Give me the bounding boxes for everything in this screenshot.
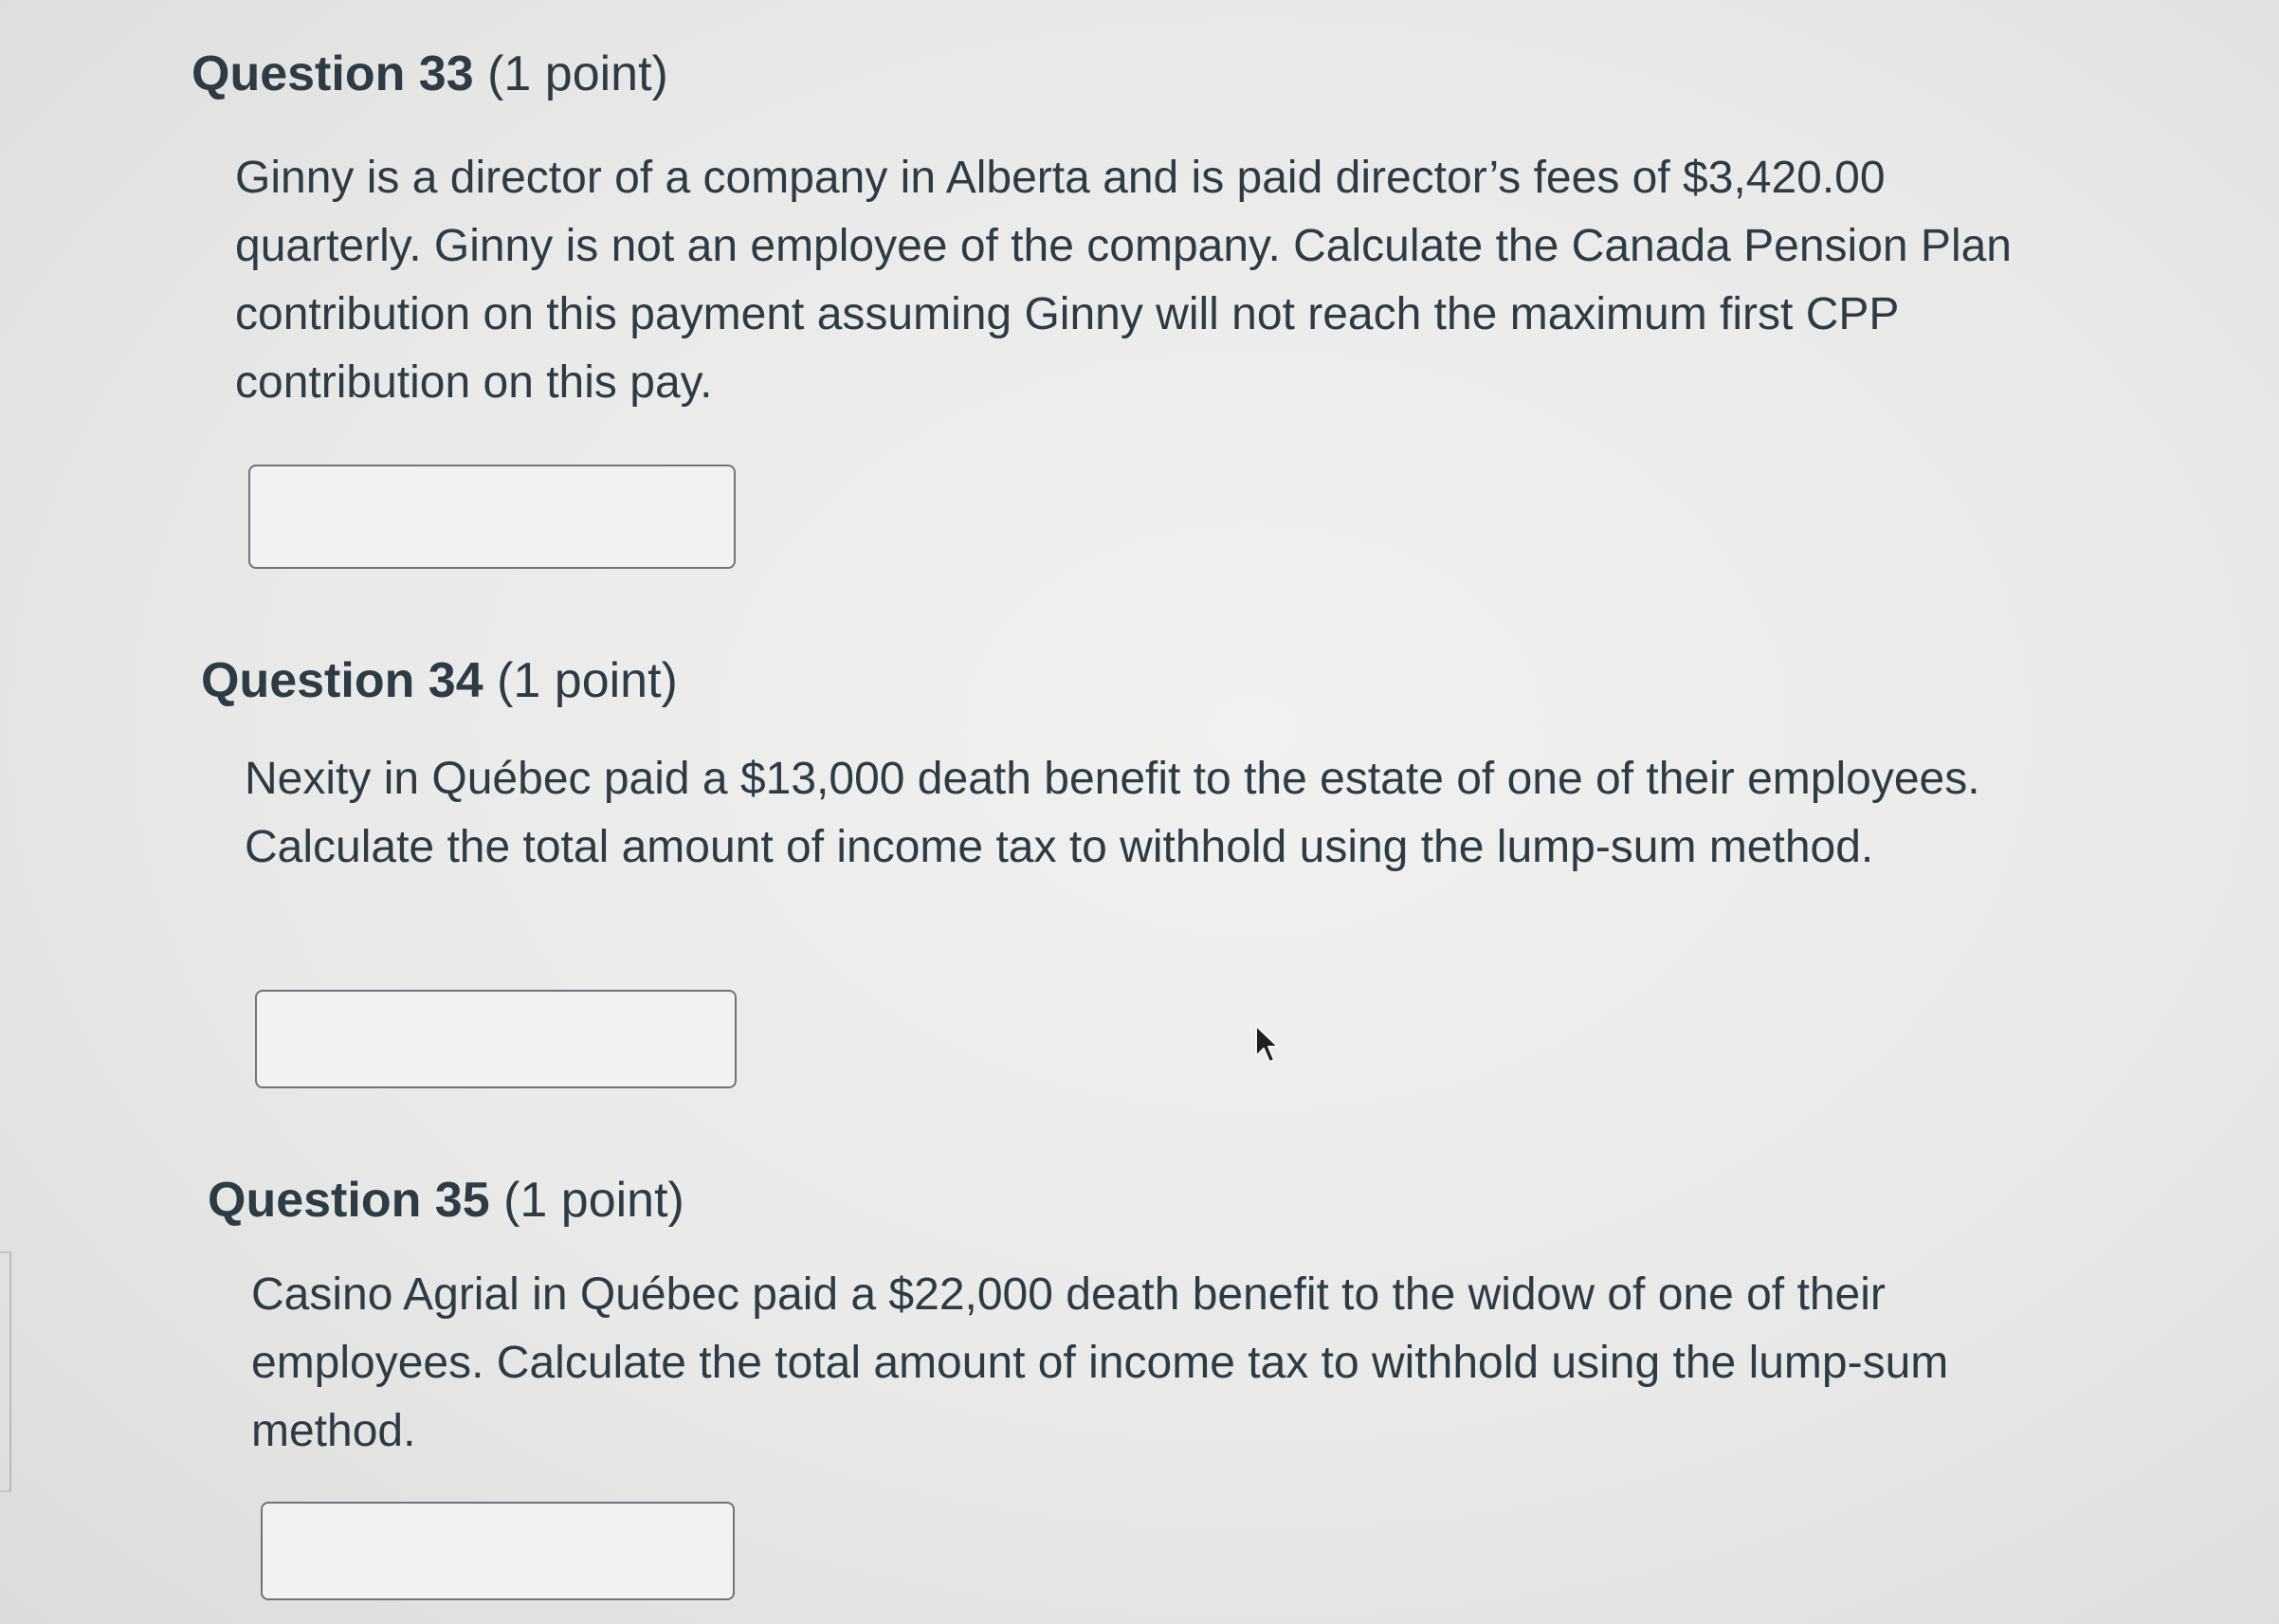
mouse-pointer-icon <box>1254 1024 1279 1066</box>
question-35-points: (1 point) <box>503 1173 684 1228</box>
question-33-title: Question 33 <box>191 46 474 101</box>
question-33-points: (1 point) <box>487 46 668 101</box>
question-34-title: Question 34 <box>201 653 483 708</box>
question-34-points: (1 point) <box>497 653 678 708</box>
question-34-answer-input[interactable] <box>255 990 737 1088</box>
question-34-text: Nexity in Québec paid a $13,000 death benefit to the estate of one of their employees. Calculate the total amount of income tax to withhold using the lump-sum method. <box>245 754 1980 872</box>
question-33-heading <box>191 46 668 102</box>
question-35-title: Question 35 <box>208 1173 490 1228</box>
question-35-answer-input[interactable] <box>261 1502 735 1600</box>
window-edge <box>0 1251 11 1492</box>
question-33-answer-input[interactable] <box>248 465 736 569</box>
question-33-text: Ginny is a director of a company in Alberta and is paid director’s fees of $3,420.00 quarterly. Ginny is not an employee of the company. Calculate the Canada Pension Plan contribution on this payment assuming Ginny will not reach the maximum first CPP contribution on this pay. <box>235 153 2012 408</box>
question-35-heading <box>208 1172 684 1229</box>
question-35-text: Casino Agrial in Québec paid a $22,000 death benefit to the widow of one of their employees. Calculate the total amount of income tax to withhold using the lump-sum method. <box>251 1269 1949 1456</box>
question-34-heading <box>201 652 678 709</box>
